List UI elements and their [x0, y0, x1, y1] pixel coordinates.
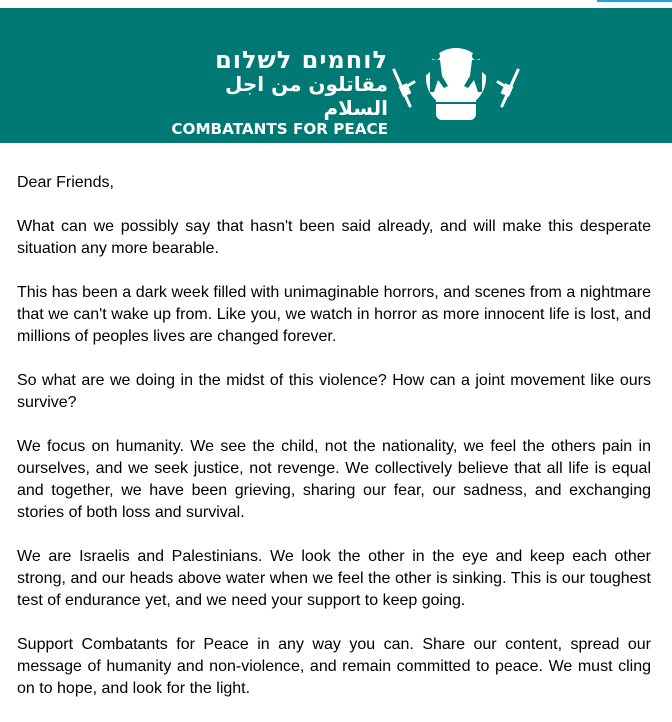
- peace-emblem-icon: [388, 42, 524, 122]
- letter-paragraph: Support Combatants for Peace in any way you can. Share our content, spread our message of humanity and non-violence, and remain committed to peace. We must cling on to hope, and look for the light.: [17, 636, 651, 697]
- top-accent-line: [597, 0, 672, 2]
- logo-hebrew: לוחמים לשלום: [215, 46, 388, 74]
- logo-arabic: مقاتلون من اجل السلام: [225, 72, 388, 120]
- logo-wordmark: [166, 48, 388, 138]
- letter-paragraph: What can we possibly say that hasn't been said already, and will make this desperate situation any more bearable.: [17, 218, 651, 257]
- letter-paragraph: This has been a dark week filled with unimaginable horrors, and scenes from a nightmare that we can't wake up from. Like you, we watch in horror as more innocent life is lost, and millions of peoples lives are changed forever.: [17, 284, 651, 345]
- logo-english: COMBATANTS FOR PEACE: [171, 120, 388, 138]
- letter-paragraph: So what are we doing in the midst of this violence? How can a joint movement like ours survive?: [17, 372, 651, 411]
- letter-paragraph: We focus on humanity. We see the child, not the nationality, we feel the others pain in ourselves, and we seek justice, not revenge. We collectively believe that all life is equal and together, we have been grieving, sharing our fear, our sadness, and exchanging stories of both loss and survival.: [17, 438, 651, 521]
- letter-body: [17, 172, 651, 722]
- letter-paragraph: We are Israelis and Palestinians. We look the other in the eye and keep each other strong, and our heads above water when we feel the other is sinking. This is our toughest test of endurance yet, and we need your support to keep going.: [17, 548, 651, 609]
- letter-greeting: Dear Friends,: [17, 174, 114, 191]
- header-banner: [0, 8, 672, 143]
